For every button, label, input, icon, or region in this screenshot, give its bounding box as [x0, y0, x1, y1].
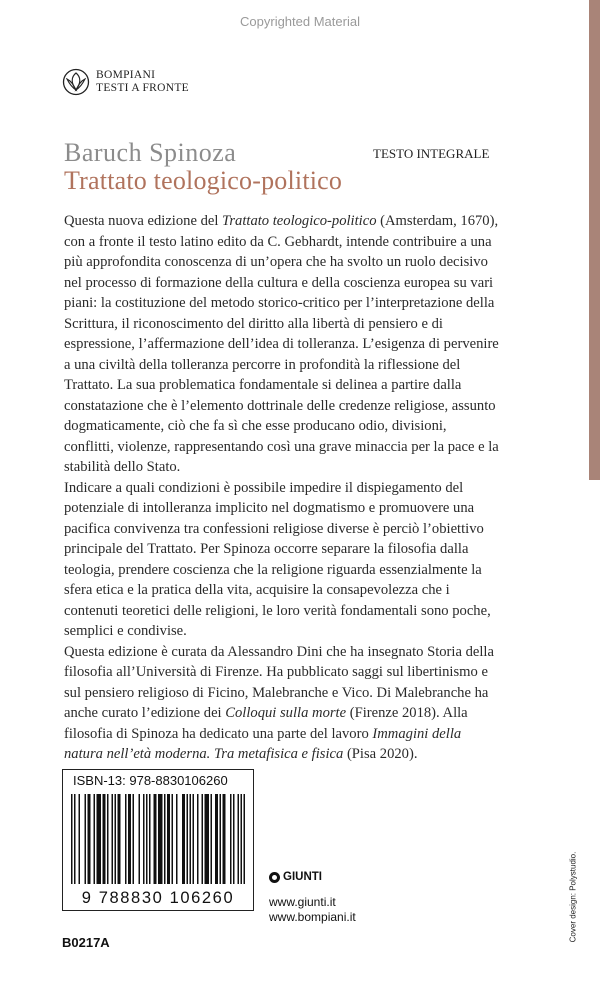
barcode-bar [133, 794, 135, 884]
barcode-bar [205, 794, 210, 884]
blurb-paragraph-2: Indicare a quali condizioni è possibile impedire il dispiegamento del potenziale di intolleranza implicito nel dogmatismo e promuovere una pacifica convivenza tra confessioni religiose diverse è perciò l’obiettivo principale del Trattato. Per Spinoza occorre separare la filosofia dalla teologia, prendere coscienza che la religione riguarda essenzialmente la sfera etica e la pratica della vita, acquisire la consapevolezza che i contenuti teoretici delle religioni, le loro verità fondamentali sono poche, semplici e condivise. [64, 479, 491, 639]
blurb-paragraph-1: Questa nuova edizione del Trattato teologico-politico (Amsterdam, 1670), con a fronte il testo latino edito da C. Gebhardt, intende contribuire a una più approfondita conoscenza di un’opera che ha svolto un ruolo decisivo nel processo di formazione della cultura e della coscienza europea su vari piani: la costituzione del metodo storico-critico per l’interpretazione della Scrittura, il riconoscimento del diritto alla libertà di pensiero e di espressione, l’affermazione dell’idea di tolleranza. L’esigenza di pervenire a una civiltà della tolleranza percorre in profondità la riflessione del Trattato. La sua problematica fondamentale si delinea a partire dalla constatazione che è l’elemento dottrinale delle credenze religiose, assunto dogmaticamente, ciò che fa sì che esse producano odio, divisioni, conflitti, violenze, rappresentando così una grave minaccia per la pace e la stabilità dello Stato. [64, 213, 499, 475]
barcode-bar [244, 794, 246, 884]
barcode-bar [172, 794, 174, 884]
barcode-box [62, 769, 254, 911]
author-name: Baruch Spinoza [64, 138, 237, 167]
barcode-bar [128, 794, 131, 884]
barcode-bar [238, 794, 240, 884]
barcode-bar [211, 794, 213, 884]
barcode-bar [85, 794, 87, 884]
barcode-bar [143, 794, 145, 884]
giunti-label: GIUNTI [283, 871, 322, 883]
watermark: Copyrighted Material [240, 14, 360, 29]
barcode-bar [167, 794, 170, 884]
barcode-bar [193, 794, 195, 884]
website-bompiani[interactable]: www.bompiani.it [269, 910, 356, 924]
barcode-bar [118, 794, 121, 884]
barcode-bar [182, 794, 185, 884]
bompiani-flower-icon [62, 68, 90, 96]
barcode-bar [220, 794, 222, 884]
barcode-bar [202, 794, 204, 884]
isbn-label: ISBN-13: 978-8830106260 [73, 773, 228, 788]
barcode-bar [103, 794, 106, 884]
edition-label: TESTO INTEGRALE [373, 146, 490, 161]
book-title: Trattato teologico-politico [64, 166, 343, 195]
barcode-bar [187, 794, 189, 884]
barcode-bar [112, 794, 114, 884]
barcode-bar [88, 794, 91, 884]
blurb-paragraph-3: Questa edizione è curata da Alessandro Dini che ha insegnato Storia della filosofia all’Università di Firenze. Ha pubblicato saggi sul libertinismo e sul pensiero religioso di Ficino, Malebranche e Vico. Di Malebranche ha anche curato l’edizione dei Colloqui sulla morte (Firenze 2018). Alla filosofia di Spinoza ha dedicato una parte del lavoro Immagini della natura nell’età moderna. Tra metafisica e fisica (Pisa 2020). [64, 643, 494, 762]
barcode-bar [190, 794, 192, 884]
barcode-bar [79, 794, 81, 884]
barcode-bar [215, 794, 218, 884]
barcode-bar [223, 794, 226, 884]
barcode-bars [71, 794, 245, 884]
barcode-bar [146, 794, 148, 884]
barcode-bar [97, 794, 102, 884]
cover-credit [567, 849, 579, 945]
website-giunti[interactable]: www.giunti.it [269, 895, 336, 909]
spine-stripe [589, 0, 600, 480]
barcode-bar [115, 794, 117, 884]
barcode-bar [125, 794, 127, 884]
cover-credit-text: Cover design: Polystudio. [568, 851, 578, 943]
barcode-bar [74, 794, 76, 884]
barcode-digits: 9 788830 106260 [81, 889, 235, 907]
barcode-bar [233, 794, 235, 884]
barcode-bar [230, 794, 232, 884]
barcode-bar [241, 794, 243, 884]
barcode-bar [149, 794, 151, 884]
barcode-bar [71, 794, 73, 884]
barcode-bar [139, 794, 141, 884]
publisher-logo [62, 68, 189, 96]
giunti-logo [269, 871, 322, 883]
barcode-bar [197, 794, 199, 884]
giunti-icon [269, 872, 280, 883]
blurb [64, 211, 500, 765]
website-list [269, 895, 356, 925]
series-name: TESTI A FRONTE [96, 82, 190, 94]
barcode-bar [158, 794, 163, 884]
barcode-bar [107, 794, 109, 884]
product-code: B0217A [62, 935, 110, 950]
barcode-bar [176, 794, 178, 884]
barcode-bar [164, 794, 166, 884]
barcode-bar [94, 794, 96, 884]
barcode-bar [154, 794, 157, 884]
publisher-name: BOMPIANI [96, 69, 156, 81]
